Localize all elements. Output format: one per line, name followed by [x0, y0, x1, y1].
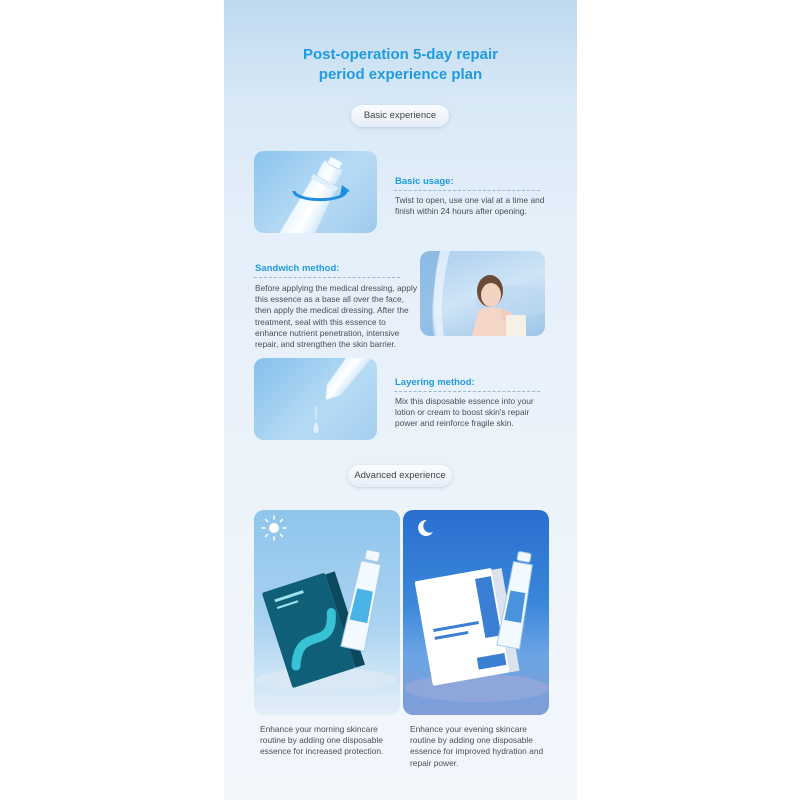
sun-icon [262, 516, 286, 540]
moon-icon [418, 520, 433, 536]
evening-product-card [403, 510, 549, 715]
morning-product-card [254, 510, 400, 715]
morning-caption: Enhance your morning skincare routine by adding one disposable essence for increased protection. [260, 724, 384, 757]
morning-product-illustration [254, 510, 400, 715]
advanced-experience-badge: Advanced experience [348, 465, 452, 487]
experience-plan-panel [224, 0, 577, 800]
page-title-line1: Post-operation 5-day repair [302, 46, 499, 63]
layering-method-heading: Layering method: [395, 377, 475, 388]
dropper-illustration [254, 358, 377, 440]
evening-product-illustration [403, 510, 549, 715]
basic-usage-text: Twist to open, use one vial at a time and finish within 24 hours after opening. [395, 195, 545, 217]
model-portrait-illustration [420, 251, 545, 336]
sandwich-method-text: Before applying the medical dressing, apply this essence as a base all over the face, then apply the medical dressing. After the treatment, seal with this essence to enhance nutrient penetration, intensive repair, and strengthen the skin barrier. [255, 283, 418, 350]
basic-usage-heading: Basic usage: [395, 176, 454, 187]
basic-experience-badge: Basic experience [351, 105, 449, 127]
vial-twist-image [254, 151, 377, 233]
evening-caption: Enhance your evening skincare routine by adding one disposable essence for improved hydration and repair power. [410, 724, 544, 768]
sandwich-method-heading: Sandwich method: [255, 263, 340, 274]
vial-twist-illustration [254, 151, 377, 233]
model-portrait-image [420, 251, 545, 336]
basic-usage-divider [394, 190, 540, 191]
dropper-image [254, 358, 377, 440]
sandwich-method-divider [254, 277, 400, 278]
layering-method-text: Mix this disposable essence into your lotion or cream to boost skin's repair power and reinforce fragile skin. [395, 396, 534, 429]
layering-method-divider [394, 391, 540, 392]
page-title-line2: period experience plan [318, 66, 483, 83]
